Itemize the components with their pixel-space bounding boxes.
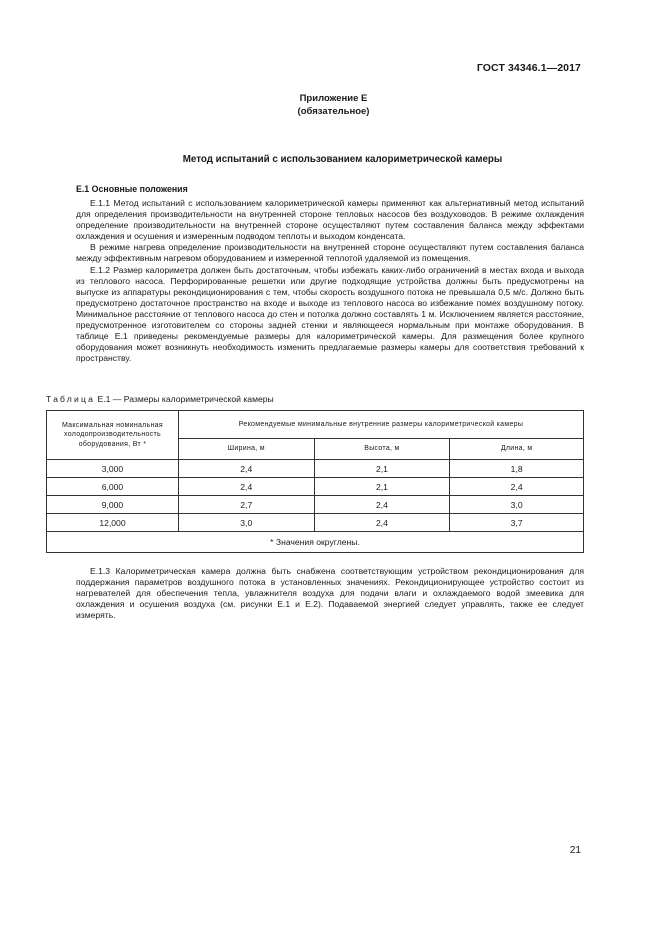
- height-cell: 2,4: [314, 514, 450, 532]
- capacity-cell: 6,000: [47, 478, 179, 496]
- height-column-header: Высота, м: [314, 439, 450, 460]
- capacity-cell: 12,000: [47, 514, 179, 532]
- page-number: 21: [569, 845, 581, 856]
- table-row: [47, 478, 584, 496]
- height-cell: 2,1: [314, 460, 450, 478]
- table-footnote-row: [47, 532, 584, 553]
- table-footnote: * Значения округлены.: [47, 532, 584, 553]
- section-e1-text: [76, 198, 584, 364]
- table-caption-label: Таблица: [46, 394, 96, 404]
- height-cell: 2,4: [314, 496, 450, 514]
- table-caption: [46, 394, 274, 404]
- annex-status: (обязательное): [297, 106, 370, 117]
- width-cell: 2,4: [178, 460, 314, 478]
- length-cell: 2,4: [450, 478, 584, 496]
- annex-title-block: [0, 92, 661, 118]
- width-cell: 2,4: [178, 478, 314, 496]
- length-cell: 1,8: [450, 460, 584, 478]
- capacity-cell: 9,000: [47, 496, 179, 514]
- height-cell: 2,1: [314, 478, 450, 496]
- paragraph-e13: Е.1.3 Калориметрическая камера должна быть снабжена соответствующим устройством рекондиционирования для поддержания параметров воздушного потока в установленных значениях. Рекондиционирующее устройство состоит из нагревателей для обеспечения тепла, увлажнителя воздуха для подачи влаги и охлаждаемого водой змеевика для охлаждения и осушения воздуха (см. рисунки Е.1 и Е.2). Подаваемой энергией следует управлять, также ее следует измерять.: [76, 566, 584, 621]
- section-e13-text: [76, 566, 584, 621]
- table-header-row: [47, 411, 584, 439]
- table-row: [47, 514, 584, 532]
- length-cell: 3,0: [450, 496, 584, 514]
- chamber-dimensions-table: [46, 410, 584, 553]
- method-title: Метод испытаний с использованием калориметрической камеры: [182, 154, 503, 165]
- paragraph-e11: Е.1.1 Метод испытаний с использованием калориметрической камеры применяют как альтернативный метод испытаний для определения производительности на внутренней стороне тепловых насосов без воздуховодов. В режиме охлаждения определение производительности на внутренней стороне осуществляют путем составления баланса между эффектами охлаждения и осушения и измеренным подводом теплоты и выходом конденсата.: [76, 198, 584, 242]
- width-cell: 3,0: [178, 514, 314, 532]
- dimensions-group-header: Рекомендуемые минимальные внутренние размеры калориметрической камеры: [178, 411, 583, 439]
- table-row: [47, 460, 584, 478]
- paragraph-e12: Е.1.2 Размер калориметра должен быть достаточным, чтобы избежать каких-либо ограничений в местах входа и выхода из теплового насоса. Перфорированные решетки или другие подходящие устройства должны быть предусмотрены на выпуске из аппаратуры рекондиционирования с тем, чтобы скорость воздушного потока не превышала 0,5 м/с. Должно быть предусмотрено достаточное пространство на входе и выходе из теплового насоса во избежание помех воздушному потоку. Минимальное расстояние от теплового насоса до стен и потолка должно составлять 1 м. Исключением является расстояние, предусмотренное изготовителем со стороны задней стенки и являющееся нормальным при монтаже оборудования. В таблице Е.1 приведены рекомендуемые размеры для калориметрической камеры. Для размещения более крупного оборудования может возникнуть необходимость изменить предлагаемые размеры камеры для соответствия требований к пространству.: [76, 264, 584, 364]
- width-cell: 2,7: [178, 496, 314, 514]
- length-column-header: Длина, м: [450, 439, 584, 460]
- capacity-column-header: Максимальная номинальная холодопроизводительность оборудования, Вт *: [47, 411, 179, 460]
- annex-title: Приложение Е: [299, 93, 368, 104]
- table-row: [47, 496, 584, 514]
- section-heading-e1: Е.1 Основные положения: [76, 184, 188, 194]
- length-cell: 3,7: [450, 514, 584, 532]
- width-column-header: Ширина, м: [178, 439, 314, 460]
- capacity-cell: 3,000: [47, 460, 179, 478]
- table-caption-text: Е.1 — Размеры калориметрической камеры: [97, 394, 274, 404]
- standard-code: ГОСТ 34346.1—2017: [476, 62, 581, 74]
- paragraph-e11-heating: В режиме нагрева определение производительности на внутренней стороне осуществляют путем составления баланса между эффективным нагревом оборудованием и измеренной теплотой удаляемой из помещения.: [76, 242, 584, 264]
